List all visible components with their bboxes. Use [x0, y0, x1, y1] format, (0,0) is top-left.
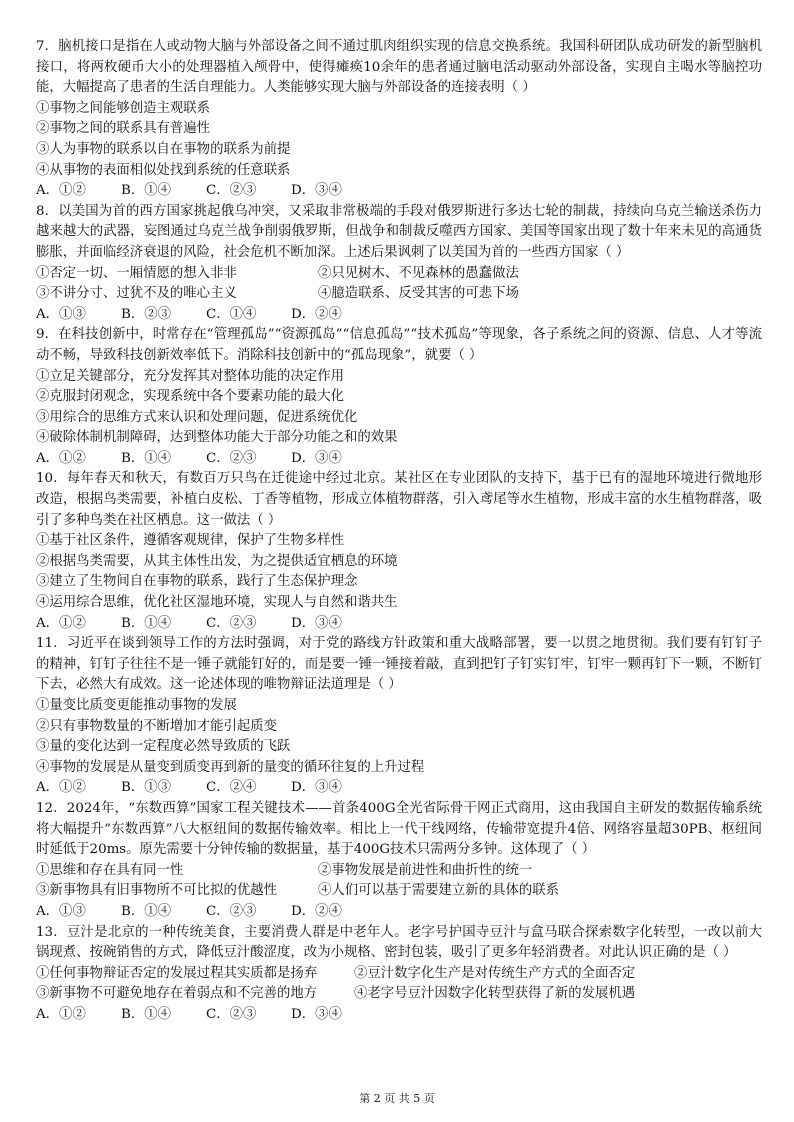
option-2: ②只有事物数量的不断增加才能引起质变 — [36, 718, 278, 734]
answer-b: B．①④ — [121, 450, 172, 466]
option-4: ④老字号豆汁因数字化转型获得了新的发展机遇 — [354, 986, 636, 1002]
question-stem: 8．以美国为首的西方国家挑起俄乌冲突，又采取非常极端的手段对俄罗斯进行多达七轮的制裁，持续向乌克兰输送杀伤力越来越大的武器，妄图通过乌克兰战争削弱俄罗斯，但战争和制裁反噬西方国家、美国等国家出现了数十年来未见的高通货膨胀，并面临经济衰退的风险，社会危机不断加深。上述后果讽刺了以美国为首的一些西方国家（ ） — [36, 203, 762, 260]
question-8 — [36, 202, 762, 326]
answer-b: B．①④ — [121, 1006, 172, 1022]
question-12 — [36, 799, 762, 923]
option-2: ②事物之间的联系具有普遍性 — [36, 121, 211, 137]
option-4: ④人们可以基于需要建立新的具体的联系 — [318, 883, 560, 899]
answer-a: A．①③ — [36, 903, 86, 919]
option-4: ④运用综合思维，优化社区湿地环境，实现人与自然和谐共生 — [36, 595, 398, 611]
answer-a: A．①③ — [36, 306, 86, 322]
option-1: ①任何事物辩证否定的发展过程其实质都是扬弃 — [36, 965, 318, 981]
answer-d: D．③④ — [291, 615, 342, 631]
answer-a: A．①② — [36, 1006, 86, 1022]
answer-c: C．②③ — [206, 1006, 257, 1022]
answer-a: A．①② — [36, 183, 86, 199]
answer-choices — [36, 902, 762, 923]
option-3: ③建立了生物间自在事物的联系，践行了生态保护理念 — [36, 574, 358, 590]
option-3: ③量的变化达到一定程度必然导致质的飞跃 — [36, 739, 291, 755]
answer-c: C．①④ — [206, 306, 257, 322]
option-4: ④事物的发展是从量变到质变再到新的量变的循环往复的上升过程 — [36, 759, 425, 775]
question-stem: 13．豆汁是北京的一种传统美食，主要消费人群是中老年人。老字号护国寺豆汁与盒马联合探索数字化转型，一改以前大锅现煮、按碗销售的方式，降低豆汁酸涩度，改为小规格、密封包装，吸引了更多年轻消费者。对此认识正确的是（ ） — [36, 924, 762, 961]
answer-b: B．②③ — [121, 306, 172, 322]
option-2: ②事物发展是前进性和曲折性的统一 — [318, 862, 533, 878]
option-4: ④破除体制机制障碍，达到整体功能大于部分功能之和的效果 — [36, 430, 398, 446]
option-2: ②只见树木、不见森林的愚蠢做法 — [318, 265, 519, 281]
option-row — [36, 861, 762, 882]
option-3: ③用综合的思维方式来认识和处理问题，促进系统优化 — [36, 409, 358, 425]
questions-container — [36, 37, 762, 1026]
question-stem: 11．习近平在谈到领导工作的方法时强调，对于党的路线方针政策和重大战略部署，要一以贯之地贯彻。我们要有钉钉子的精神，钉钉子往往不是一锤子就能钉好的，而是要一锤一锤接着敲，直到把钉子钉实钉牢，钉牢一颗再钉下一颗，不断钉下去，必然大有成效。这一论述体现的唯物辩证法道理是（ ） — [36, 636, 762, 693]
answer-b: B．①④ — [121, 615, 172, 631]
question-stem: 7．脑机接口是指在人或动物大脑与外部设备之间不通过肌肉组织实现的信息交换系统。我国科研团队成功研发的新型脑机接口，将两枚硬币大小的处理器植入颅骨中，使得瘫痪10余年的患者通过脑电活动驱动外部设备，实现自主喝水等脑控功能，大幅提高了患者的生活自理能力。人类能够实现大脑与外部设备的连接表明（ ） — [36, 39, 762, 96]
question-13 — [36, 923, 762, 1026]
question-11 — [36, 634, 762, 799]
option-1: ①否定一切、一厢情愿的想入非非 — [36, 265, 237, 281]
answer-d: D．③④ — [291, 1006, 342, 1022]
question-7 — [36, 37, 762, 202]
answer-d: D．②④ — [291, 306, 342, 322]
answer-choices — [36, 181, 762, 202]
answer-c: C．②④ — [206, 780, 257, 796]
answer-a: A．①② — [36, 780, 86, 796]
answer-c: C．②③ — [206, 183, 257, 199]
answer-choices — [36, 449, 762, 470]
question-10 — [36, 469, 762, 634]
option-3: ③不讲分寸、过犹不及的唯心主义 — [36, 286, 237, 302]
option-1: ①事物之间能够创造主观联系 — [36, 100, 211, 116]
option-3: ③新事物不可避免地存在着弱点和不完善的地方 — [36, 986, 318, 1002]
option-row — [36, 984, 762, 1005]
answer-c: C．②③ — [206, 903, 257, 919]
answer-a: A．①② — [36, 615, 86, 631]
answer-choices — [36, 614, 762, 635]
option-1: ①思维和存在具有同一性 — [36, 862, 184, 878]
answer-a: A．①② — [36, 450, 86, 466]
question-stem: 12．2024年，“东数西算”国家工程关键技术——首条400G全光省际骨干网正式商用，这由我国自主研发的数据传输系统将大幅提升“东数西算”八大枢纽间的数据传输效率。相比上一代干线网络，传输带宽提升4倍、网络容量超30PB、枢纽间时延低于20ms。原先需要十分钟传输的数据量，基于400G技术只需两分多钟。这体现了（ ） — [36, 800, 762, 858]
answer-b: B．①④ — [121, 183, 172, 199]
answer-b: B．①③ — [121, 780, 172, 796]
option-2: ②克服封闭观念，实现系统中各个要素功能的最大化 — [36, 389, 344, 405]
question-stem: 9．在科技创新中，时常存在“管理孤岛”“资源孤岛”“信息孤岛”“技术孤岛”等现象，各子系统之间的资源、信息、人才等流动不畅，导致科技创新效率低下。消除科技创新中的“孤岛现象”，就要（ ） — [36, 327, 762, 363]
answer-d: D．③④ — [291, 450, 342, 466]
option-1: ①立足关键部分，充分发挥其对整体功能的决定作用 — [36, 368, 344, 384]
option-row — [36, 264, 762, 285]
answer-c: C．②③ — [206, 450, 257, 466]
answer-choices — [36, 305, 762, 326]
answer-d: D．③④ — [291, 780, 342, 796]
option-1: ①量变比质变更能推动事物的发展 — [36, 698, 237, 713]
answer-d: D．③④ — [291, 183, 342, 199]
option-3: ③人为事物的联系以自在事物的联系为前提 — [36, 141, 291, 157]
page-number-footer: 第 2 页 共 5 页 — [359, 1092, 435, 1105]
option-2: ②根据鸟类需要，从其主体性出发，为之提供适宜栖息的环境 — [36, 553, 398, 569]
option-2: ②豆汁数字化生产是对传统生产方式的全面否定 — [354, 965, 636, 981]
option-row — [36, 881, 762, 902]
question-stem: 10．每年春天和秋天，有数百万只鸟在迁徙途中经过北京。某社区在专业团队的支持下，基于已有的湿地环境进行微地形改造，根据鸟类需要，补植白皮松、丁香等植物，形成立体植物群落，引入鸢尾等水生植物，形成丰富的水生植物群落，吸引了多种鸟类在社区栖息。这一做法（ ） — [36, 471, 762, 528]
option-3: ③新事物具有旧事物所不可比拟的优越性 — [36, 883, 278, 899]
answer-d: D．②④ — [291, 903, 342, 919]
question-9 — [36, 325, 762, 469]
option-1: ①基于社区条件，遵循客观规律，保护了生物多样性 — [36, 533, 344, 549]
answer-choices — [36, 778, 762, 799]
option-row — [36, 964, 762, 985]
answer-b: B．①④ — [121, 903, 172, 919]
option-4: ④从事物的表面相似处找到系统的任意联系 — [36, 162, 291, 178]
answer-c: C．②③ — [206, 615, 257, 631]
option-row — [36, 284, 762, 305]
answer-choices — [36, 1005, 762, 1026]
option-4: ④臆造联系、反受其害的可悲下场 — [318, 286, 519, 302]
